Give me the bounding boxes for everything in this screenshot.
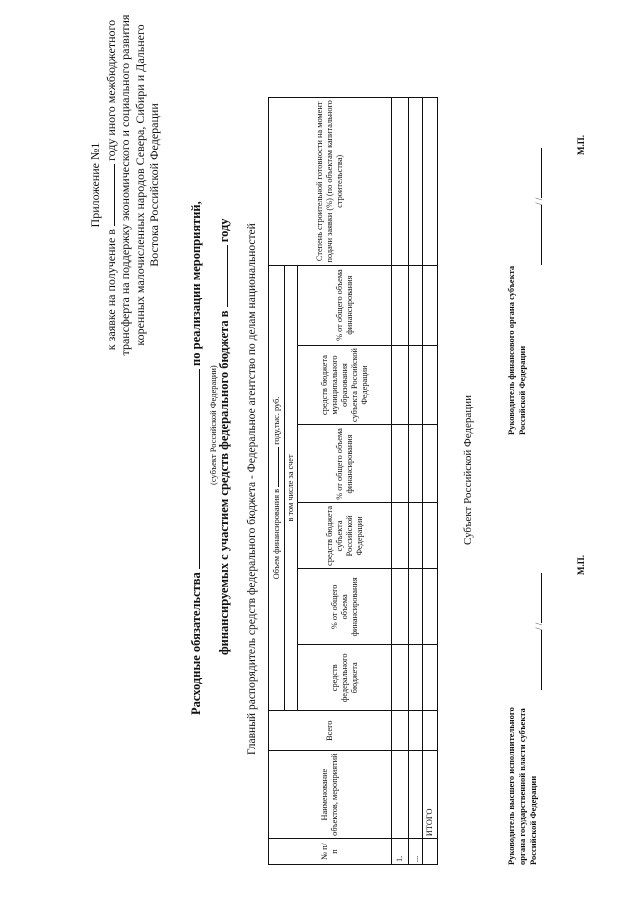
row-no: ... (408, 839, 423, 865)
appendix-line-2 (103, 5, 119, 365)
main-budget-manager: Главный распорядитель средств федерального бюджета - Федеральное агентство по делам национальностей (246, 223, 258, 755)
left-signature-line (530, 520, 544, 690)
row-no (423, 839, 438, 865)
subject-caption: (субъект Российской Федерации) (208, 365, 218, 485)
appendix-line-2-end: году иного межбюджетного (103, 19, 118, 162)
document-title-line-1 (188, 0, 204, 715)
appendix-title: Приложение №1 (88, 142, 102, 228)
document-title-line-2 (216, 0, 232, 655)
header-subject-pct: % от общего объема финансирования (298, 425, 392, 503)
volume-year-blank (270, 447, 279, 487)
financing-table (268, 97, 438, 865)
left-signatory-title: Руководитель высшего исполнительного органа государственной власти субъекта Российской Федерации (506, 707, 538, 865)
left-sign-slashes: / / (534, 622, 544, 630)
appendix-header (88, 5, 162, 365)
row-total-label: ИТОГО (423, 751, 438, 839)
header-name: Наименование объектов, мероприятий (269, 751, 392, 839)
header-subject: средств бюджета субъекта Российской Федерации (298, 503, 392, 569)
appendix-line-2-start: к заявке на получение в (103, 229, 118, 351)
header-federal-pct: % от общего объема финансирования (298, 569, 392, 645)
header-federal: средств федерального бюджета (298, 645, 392, 711)
header-volume-group (269, 265, 285, 711)
title-financed: финансируемых с участием средств федерального бюджета в (217, 310, 231, 655)
appendix-line-4: коренных малочисленных народов Севера, Сибири и Дальнего (132, 24, 147, 346)
right-signature-line (530, 95, 544, 265)
table-header-row-1 (269, 98, 285, 865)
volume-group-label: Объем финансирования в (272, 488, 282, 580)
header-readiness: Степень строительной готовности на момент подачи заявки (%) (по объектам капитального строительства) (269, 98, 392, 266)
volume-unit-label: году,тыс. руб. (272, 396, 282, 445)
table-row (408, 98, 423, 865)
right-signatory-title: Руководитель финансового органа субъекта Российской Федерации (506, 265, 527, 435)
right-sign-slashes: / / (534, 197, 544, 205)
right-sign-blank-2 (530, 148, 542, 198)
header-no: № п/п (269, 839, 392, 865)
row-no: 1. (392, 839, 409, 865)
header-municipal-pct: % от общего объема финансирования (298, 265, 392, 345)
stamp-place-right: М.П. (576, 135, 586, 155)
appendix-line-3: трансферта на поддержку экономического и социального развития (118, 14, 132, 356)
left-sign-blank-1 (530, 630, 542, 690)
subject-blank (188, 369, 200, 569)
year-blank (103, 164, 115, 226)
table-row-total (423, 98, 438, 865)
title-year: году (217, 218, 231, 243)
header-total: Всего (269, 711, 392, 751)
year-blank-2 (216, 245, 228, 307)
subject-label: Субъект Российской Федерации (462, 395, 474, 545)
appendix-line-5: Востока Российской Федерации (147, 103, 161, 267)
left-sign-blank-2 (530, 573, 542, 623)
title-obligations: Расходные обязательства (189, 572, 203, 715)
right-sign-blank-1 (530, 205, 542, 265)
row-name (408, 751, 423, 839)
header-including: в том числе за счет (284, 265, 298, 711)
stamp-place-left: М.П. (576, 555, 586, 575)
row-name (392, 751, 409, 839)
title-measures: по реализации мероприятий, (189, 201, 203, 366)
header-municipal: средств бюджета муниципального образования субъекта Российской Федерации (298, 345, 392, 425)
table-row (392, 98, 409, 865)
